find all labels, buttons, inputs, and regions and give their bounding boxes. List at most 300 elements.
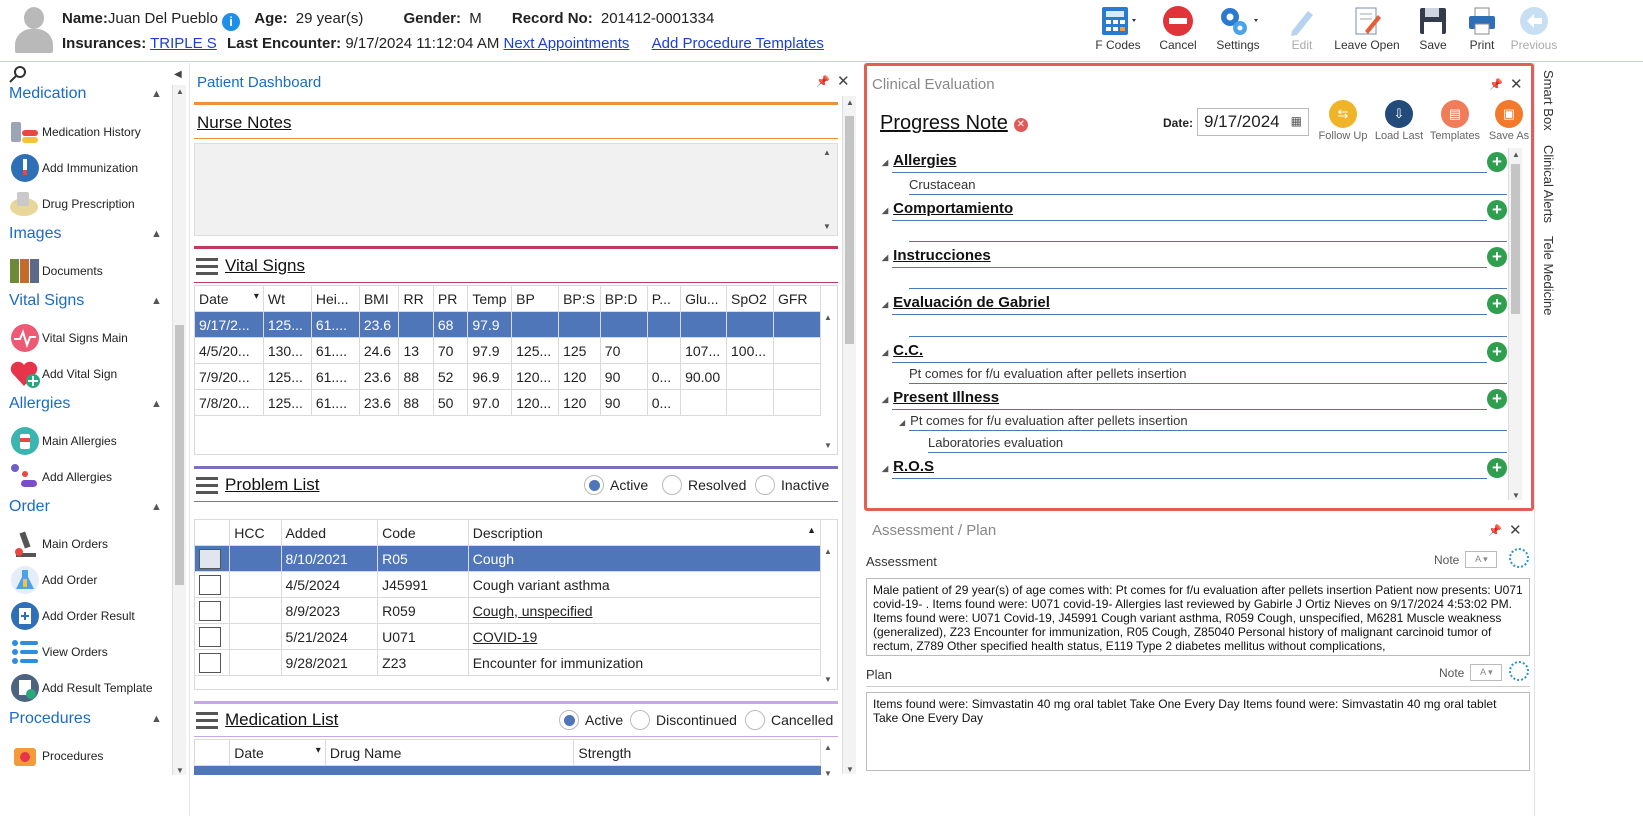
table-cell <box>378 598 469 624</box>
table-cell <box>468 598 820 624</box>
add-procedure-templates-link[interactable]: Add Procedure Templates <box>651 35 824 52</box>
table-cell <box>263 364 311 390</box>
column-header[interactable]: SpO2 <box>727 286 774 312</box>
med-active-radio[interactable] <box>559 710 623 730</box>
scroll-down-icon[interactable]: ▼ <box>176 766 184 775</box>
note-label: Note <box>1439 665 1465 680</box>
date-input[interactable] <box>1197 108 1309 136</box>
age-label: Age: <box>254 10 288 27</box>
column-header[interactable]: RR <box>399 286 433 312</box>
scroll-down-icon[interactable]: ▼ <box>1512 491 1520 500</box>
fcodes-button[interactable] <box>1083 4 1153 58</box>
table-cell <box>359 338 399 364</box>
swap-icon: ⇆ <box>1329 100 1357 128</box>
chevron-up-icon: ▲ <box>151 228 162 240</box>
pin-icon[interactable]: 📌 <box>1489 79 1503 91</box>
section-underline <box>909 194 1507 195</box>
sidebar-item-add-vital-sign[interactable] <box>9 359 179 389</box>
sidebar-item-label: Procedures <box>42 749 104 763</box>
collapse-icon[interactable]: ◢ <box>882 158 889 167</box>
add-ros-icon[interactable]: + <box>1487 458 1507 478</box>
column-header[interactable]: Strength <box>574 740 821 766</box>
column-header[interactable] <box>195 740 230 766</box>
remove-note-icon[interactable]: ✕ <box>1014 118 1028 132</box>
templates-label: Templates <box>1429 130 1481 142</box>
add-present-illness-icon[interactable]: + <box>1487 389 1507 409</box>
cell-text: 120 <box>563 368 587 385</box>
problem-list-table[interactable] <box>194 519 821 676</box>
cell-text: 9/28/2021 <box>285 654 348 671</box>
date-value: 9/17/2024 <box>1204 112 1280 131</box>
column-header[interactable]: Date ▾ <box>195 286 264 312</box>
dashboard-scroll-thumb[interactable] <box>845 116 854 344</box>
patient-gender: M <box>469 10 482 27</box>
section-underline <box>909 383 1507 384</box>
clinical-evaluation-panel <box>864 63 1534 511</box>
med-cancelled-radio[interactable] <box>745 710 833 730</box>
close-icon[interactable]: ✕ <box>1509 522 1522 539</box>
sidebar-item-documents[interactable] <box>9 256 179 286</box>
divider <box>194 736 838 737</box>
selected-row[interactable] <box>194 766 821 775</box>
table-cell <box>559 338 601 364</box>
scroll-up-icon[interactable]: ▲ <box>823 148 831 157</box>
table-cell <box>263 338 311 364</box>
radio-label: Resolved <box>688 477 747 493</box>
table-cell <box>681 312 727 338</box>
collapse-icon[interactable]: ◢ <box>882 348 889 357</box>
radio-label: Active <box>585 712 624 728</box>
section-comportamiento[interactable] <box>882 200 1013 217</box>
cell-text: Cough variant asthma <box>472 576 610 593</box>
collapse-icon[interactable]: ◢ <box>882 464 889 473</box>
nurse-notes-title: Nurse Notes <box>197 113 292 132</box>
menu-icon[interactable] <box>196 712 218 730</box>
cell-text: 90 <box>604 394 621 411</box>
section-underline <box>892 478 1487 479</box>
table-cell <box>647 338 680 364</box>
table-cell <box>600 312 647 338</box>
cell-text: 61.... <box>315 316 347 333</box>
scroll-down-icon[interactable]: ▼ <box>824 769 832 778</box>
clinical-sections <box>872 147 1507 501</box>
sidebar-item-add-order[interactable] <box>9 565 179 595</box>
column-header[interactable]: Added <box>281 520 378 546</box>
table-row[interactable] <box>195 624 821 650</box>
scroll-up-icon[interactable]: ▲ <box>176 87 184 96</box>
leave-open-button[interactable] <box>1332 4 1402 58</box>
last-encounter-value: 9/17/2024 11:12:04 AM <box>345 35 500 52</box>
save-as-button[interactable] <box>1482 100 1536 142</box>
progress-note-title <box>880 112 1028 135</box>
sidebar-item-label: Add Result Template <box>42 681 153 695</box>
close-icon[interactable]: ✕ <box>1510 76 1523 93</box>
arrow-left-icon <box>1504 4 1564 38</box>
column-header[interactable]: BP <box>512 286 559 312</box>
divider <box>194 501 838 502</box>
assessment-label: Assessment <box>866 554 937 569</box>
assessment-note-control[interactable] <box>1434 551 1497 568</box>
cancel-button[interactable] <box>1148 4 1208 58</box>
vital-signs-divider <box>194 246 838 249</box>
radio-circle <box>745 710 765 730</box>
table-cell <box>600 390 647 416</box>
sidebar-item-vital-signs-main[interactable] <box>9 323 179 353</box>
section-underline <box>909 241 1507 242</box>
templates-button[interactable] <box>1428 100 1482 142</box>
dashboard-title: Patient Dashboard <box>197 74 322 91</box>
column-header[interactable]: PR <box>433 286 467 312</box>
radio-circle <box>662 475 682 495</box>
table-cell <box>378 624 469 650</box>
sidebar-item-label: Add Order <box>42 573 98 587</box>
collapse-icon[interactable]: ◢ <box>882 253 889 262</box>
sidebar-item-add-result-template[interactable] <box>9 673 179 703</box>
table-cell <box>512 390 559 416</box>
table-row[interactable] <box>195 390 821 416</box>
section-allergies[interactable] <box>882 152 957 169</box>
column-header[interactable]: Date ▾ <box>230 740 326 766</box>
table-cell <box>399 338 433 364</box>
add-cc-icon[interactable]: + <box>1487 342 1507 362</box>
save-label: Save <box>1419 38 1447 52</box>
name-label: Name: <box>62 10 108 27</box>
scroll-down-icon[interactable]: ▼ <box>824 441 832 450</box>
chevron-up-icon: ▲ <box>151 501 162 513</box>
load-last-label: Load Last <box>1374 130 1424 142</box>
sidebar-item-label: Drug Prescription <box>42 197 135 211</box>
collapse-icon[interactable]: ◢ <box>882 300 889 309</box>
problem-list-wrap <box>194 519 821 690</box>
patient-dashboard <box>192 63 860 816</box>
follow-up-button[interactable] <box>1316 100 1370 142</box>
plan-note-control[interactable] <box>1439 664 1502 681</box>
scroll-down-icon[interactable]: ▼ <box>846 765 854 774</box>
cell-text: 120 <box>563 394 587 411</box>
cell-text: J45991 <box>382 576 429 593</box>
close-icon[interactable]: ✕ <box>837 73 850 90</box>
column-header[interactable]: GFR <box>773 286 820 312</box>
follow-up-label: Follow Up <box>1318 130 1368 142</box>
cell-text: 8/9/2023 <box>285 602 341 619</box>
cell-text: COVID-19 <box>472 628 538 645</box>
checkbox[interactable] <box>199 549 221 569</box>
floppy-icon: ▣ <box>1495 100 1523 128</box>
edit-button[interactable] <box>1272 4 1332 58</box>
table-row[interactable] <box>195 364 821 390</box>
sidebar-item-label: View Orders <box>42 645 108 659</box>
cell-text: R05 <box>382 550 408 567</box>
section-ros[interactable] <box>882 458 934 475</box>
checkbox[interactable] <box>199 627 221 647</box>
clinical-scroll-thumb[interactable] <box>1511 164 1520 314</box>
cell-text: 0... <box>651 394 672 411</box>
cell-text: 0... <box>651 368 672 385</box>
sidebar-item-medication-history[interactable] <box>9 117 179 147</box>
table-row[interactable] <box>195 598 821 624</box>
search-icon[interactable] <box>8 65 28 86</box>
gender-label: Gender: <box>403 10 462 27</box>
scroll-down-icon[interactable]: ▼ <box>824 675 832 684</box>
cell-text: Cough <box>472 550 514 567</box>
scroll-up-icon[interactable]: ▲ <box>846 98 854 107</box>
section-order[interactable] <box>9 498 162 516</box>
refresh-icon[interactable] <box>1509 548 1529 568</box>
column-header[interactable]: BP:D <box>600 286 647 312</box>
section-allergies[interactable] <box>9 395 162 413</box>
column-header[interactable]: Temp <box>468 286 512 312</box>
add-allergies-icon[interactable]: + <box>1487 152 1507 172</box>
medication-list-table[interactable] <box>194 739 821 766</box>
table-row[interactable] <box>195 546 821 572</box>
cell-text: Cough, unspecified <box>472 602 593 619</box>
cell-text: 24.6 <box>363 342 392 359</box>
section-label: Instrucciones <box>893 247 991 264</box>
row-checkbox[interactable] <box>195 650 230 676</box>
table-cell <box>378 650 469 676</box>
cell-text: 4/5/2024 <box>285 576 341 593</box>
clinical-evaluation-title: Clinical Evaluation <box>872 76 995 93</box>
sidebar-item-view-orders[interactable] <box>9 637 179 667</box>
info-icon[interactable]: i <box>222 13 240 31</box>
table-cell <box>468 624 820 650</box>
table-cell <box>727 312 774 338</box>
clinical-scrollbar[interactable] <box>1508 148 1522 500</box>
next-appointments-link[interactable]: Next Appointments <box>503 35 630 52</box>
scroll-up-icon[interactable]: ▲ <box>824 743 832 752</box>
cell-text: 107... <box>685 342 721 359</box>
column-header[interactable]: HCC <box>230 520 281 546</box>
section-label: C.C. <box>893 342 924 359</box>
radio-circle <box>630 710 650 730</box>
table-cell <box>281 546 378 572</box>
table-cell <box>468 650 820 676</box>
scroll-up-icon[interactable]: ▲ <box>824 313 832 322</box>
chevron-up-icon: ▲ <box>151 713 162 725</box>
sort-asc-icon: ▲ <box>807 524 816 535</box>
table-cell <box>399 312 433 338</box>
cell-text: 130... <box>267 342 303 359</box>
tab-clinical-alerts[interactable]: Clinical Alerts <box>1541 145 1556 224</box>
sidebar-item-label: Main Orders <box>42 537 109 551</box>
cell-text: 97.9 <box>472 316 500 333</box>
syringe-icon <box>9 153 41 183</box>
section-evaluacion[interactable] <box>882 294 1050 311</box>
pi-item-label: Pt comes for f/u evaluation after pellets insertion <box>910 413 1188 428</box>
table-cell <box>311 312 359 338</box>
table-cell <box>195 390 264 416</box>
sidebar-scrollbar[interactable] <box>172 85 186 775</box>
patient-info-row-2 <box>62 35 824 52</box>
scroll-down-icon[interactable]: ▼ <box>823 222 831 231</box>
row-checkbox[interactable] <box>195 598 230 624</box>
problem-inactive-radio[interactable] <box>755 475 829 495</box>
table-row[interactable] <box>195 650 821 676</box>
vital-signs-table[interactable] <box>194 285 821 416</box>
table-cell <box>681 338 727 364</box>
column-header[interactable]: Glu... <box>681 286 727 312</box>
tab-tele-medicine[interactable]: Tele Medicine <box>1541 236 1556 316</box>
table-cell <box>281 650 378 676</box>
cell-text: 52 <box>437 368 454 385</box>
table-cell <box>681 390 727 416</box>
section-underline <box>892 314 1487 315</box>
insurances-label: Insurances: <box>62 35 147 52</box>
table-row[interactable] <box>195 572 821 598</box>
column-header[interactable]: Description ▲ <box>468 520 820 546</box>
patient-age: 29 year(s) <box>295 10 364 27</box>
medication-list-title: Medication List <box>225 710 339 729</box>
cell-text: 100... <box>731 342 767 359</box>
row-checkbox[interactable] <box>195 546 230 572</box>
column-header[interactable]: BP:S <box>559 286 601 312</box>
dashboard-scrollbar[interactable] <box>842 96 856 774</box>
table-row[interactable] <box>195 312 821 338</box>
sidebar-item-add-allergies[interactable] <box>9 462 179 492</box>
table-cell <box>681 364 727 390</box>
divider <box>1534 63 1535 816</box>
cell-text: 23.6 <box>363 394 392 411</box>
sidebar-item-procedures[interactable] <box>9 741 179 771</box>
cell-text: 5/21/2024 <box>285 628 348 645</box>
section-underline <box>928 452 1507 453</box>
table-cell <box>433 338 467 364</box>
patient-avatar <box>12 5 56 55</box>
cell-text: 96.9 <box>472 368 500 385</box>
section-procedures[interactable] <box>9 710 162 728</box>
insurance-link[interactable]: TRIPLE S <box>150 35 217 52</box>
table-cell <box>230 546 281 572</box>
cell-text: 125 <box>563 342 587 359</box>
scroll-up-icon[interactable]: ▲ <box>1512 150 1520 159</box>
font-dropdown-icon[interactable]: A ▾ <box>1465 551 1497 568</box>
table-cell <box>399 364 433 390</box>
collapse-icon[interactable]: ◢ <box>882 395 889 404</box>
scroll-up-icon[interactable]: ▲ <box>824 547 832 556</box>
previous-label: Previous <box>1510 38 1558 52</box>
cell-text: 120... <box>516 394 552 411</box>
assessment-plan-title: Assessment / Plan <box>872 522 997 539</box>
problem-resolved-radio[interactable] <box>662 475 746 495</box>
section-underline <box>892 172 1487 173</box>
add-instrucciones-icon[interactable]: + <box>1487 247 1507 267</box>
table-cell <box>230 624 281 650</box>
sidebar-item-label: Add Allergies <box>42 470 113 484</box>
sidebar-item-add-order-result[interactable] <box>9 601 179 631</box>
checkbox[interactable] <box>199 653 221 673</box>
edit-label: Edit <box>1291 38 1313 52</box>
column-header[interactable]: P... <box>647 286 680 312</box>
print-button[interactable] <box>1452 4 1512 58</box>
section-order-label: Order <box>9 498 50 515</box>
collapse-icon[interactable]: ◢ <box>899 418 906 427</box>
table-cell <box>727 390 774 416</box>
table-cell <box>468 546 820 572</box>
cell-text: 8/10/2021 <box>285 550 348 567</box>
load-last-button[interactable] <box>1372 100 1426 142</box>
medkit-icon <box>9 741 41 771</box>
font-dropdown-icon[interactable]: A ▾ <box>1470 664 1502 681</box>
table-cell <box>468 390 512 416</box>
table-cell <box>773 338 820 364</box>
column-header[interactable] <box>195 520 230 546</box>
nurse-notes-box[interactable] <box>194 143 838 236</box>
divider <box>866 686 1530 687</box>
column-header[interactable]: Wt <box>263 286 311 312</box>
section-images[interactable] <box>9 225 162 243</box>
pin-icon[interactable]: 📌 <box>1488 525 1502 537</box>
sidebar-item-label: Add Order Result <box>42 609 135 623</box>
tab-smart-box[interactable]: Smart Box <box>1541 70 1556 131</box>
refresh-icon[interactable] <box>1509 661 1529 681</box>
section-label: R.O.S <box>893 458 934 475</box>
section-underline <box>892 409 1487 410</box>
column-header[interactable]: Hei... <box>311 286 359 312</box>
sidebar-item-main-orders[interactable] <box>9 529 179 559</box>
cell-text: 7/8/20... <box>199 394 250 411</box>
collapse-icon[interactable]: ◢ <box>882 206 889 215</box>
table-cell <box>433 364 467 390</box>
checkbox[interactable] <box>199 601 221 621</box>
table-cell <box>263 312 311 338</box>
section-cc[interactable] <box>882 342 923 359</box>
row-checkbox[interactable] <box>195 572 230 598</box>
add-comportamiento-icon[interactable]: + <box>1487 200 1507 220</box>
column-header[interactable]: Code <box>378 520 469 546</box>
sidebar-scroll-thumb[interactable] <box>175 325 184 585</box>
section-instrucciones[interactable] <box>882 247 991 264</box>
cell-text: 68 <box>437 316 454 333</box>
cell-text: 97.0 <box>472 394 500 411</box>
section-vital-signs[interactable] <box>9 292 162 310</box>
collapse-sidebar-icon[interactable]: ◀ <box>174 69 182 80</box>
menu-icon[interactable] <box>196 477 218 495</box>
sidebar-item-label: Add Immunization <box>42 161 139 175</box>
menu-icon[interactable] <box>196 258 218 276</box>
table-cell <box>311 338 359 364</box>
settings-button[interactable] <box>1205 4 1271 58</box>
sidebar-item-drug-prescription[interactable] <box>9 189 179 219</box>
table-row[interactable] <box>195 338 821 364</box>
sidebar-item-main-allergies[interactable] <box>9 426 179 456</box>
sidebar-item-label: Add Vital Sign <box>42 367 118 381</box>
pin-icon[interactable]: 📌 <box>816 76 830 88</box>
table-cell <box>359 312 399 338</box>
section-label: Allergies <box>893 152 957 169</box>
fcodes-label: F Codes <box>1095 38 1141 52</box>
plan-textarea[interactable] <box>866 692 1530 771</box>
cell-text: 70 <box>437 342 454 359</box>
checkbox[interactable] <box>199 575 221 595</box>
calendar-icon[interactable]: ▦ <box>1290 114 1302 128</box>
table-header-row <box>195 740 821 766</box>
column-header[interactable]: BMI <box>359 286 399 312</box>
row-checkbox[interactable] <box>195 624 230 650</box>
problem-active-radio[interactable] <box>584 475 648 495</box>
gear-icon <box>1205 4 1271 38</box>
microscope-icon <box>9 529 41 559</box>
section-present-illness[interactable] <box>882 389 999 406</box>
assessment-textarea[interactable] <box>866 578 1530 656</box>
cell-text: 125... <box>267 316 303 333</box>
section-medication[interactable] <box>9 85 162 103</box>
med-discontinued-radio[interactable] <box>630 710 737 730</box>
divider <box>194 282 838 283</box>
sidebar-item-add-immunization[interactable] <box>9 153 179 183</box>
add-evaluacion-icon[interactable]: + <box>1487 294 1507 314</box>
column-header[interactable]: Drug Name <box>325 740 574 766</box>
previous-button[interactable] <box>1504 4 1564 58</box>
